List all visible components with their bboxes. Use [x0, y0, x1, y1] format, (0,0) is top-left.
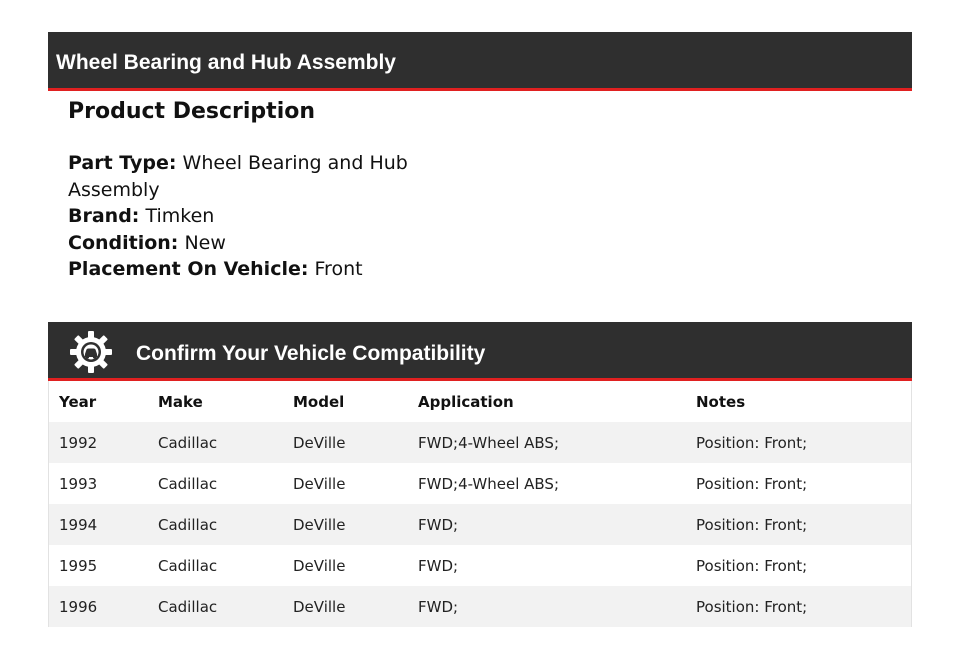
cell-model: DeVille	[283, 586, 408, 627]
table-row	[49, 504, 911, 545]
cell-application: FWD;4-Wheel ABS;	[408, 422, 686, 463]
spec-list	[68, 150, 408, 283]
cell-notes: Position: Front;	[686, 504, 911, 545]
compatibility-table	[48, 381, 912, 627]
spec-label: Placement On Vehicle:	[68, 258, 309, 280]
cell-year: 1995	[49, 545, 148, 586]
table-row	[49, 422, 911, 463]
cell-model: DeVille	[283, 504, 408, 545]
description-heading: Product Description	[68, 99, 316, 124]
compatibility-bar	[48, 322, 912, 381]
spec-placement	[68, 256, 408, 283]
cell-model: DeVille	[283, 463, 408, 504]
col-notes: Notes	[696, 392, 746, 411]
table-row	[49, 463, 911, 504]
cell-notes: Position: Front;	[686, 545, 911, 586]
cell-notes: Position: Front;	[686, 586, 911, 627]
cell-make: Cadillac	[148, 586, 283, 627]
cell-year: 1996	[49, 586, 148, 627]
cell-make: Cadillac	[148, 545, 283, 586]
table-row	[49, 545, 911, 586]
spec-brand	[68, 203, 408, 230]
cell-model: DeVille	[283, 545, 408, 586]
col-year: Year	[59, 392, 97, 411]
col-make: Make	[158, 392, 203, 411]
cell-year: 1993	[49, 463, 148, 504]
product-description	[68, 96, 408, 283]
spec-value: New	[184, 231, 226, 254]
product-title-bar	[48, 32, 912, 91]
cell-make: Cadillac	[148, 504, 283, 545]
spec-part-type	[68, 150, 408, 203]
compatibility-title: Confirm Your Vehicle Compatibility	[136, 342, 486, 365]
cell-make: Cadillac	[148, 463, 283, 504]
cell-application: FWD;	[408, 586, 686, 627]
col-model: Model	[293, 392, 345, 411]
spec-label: Brand:	[68, 205, 140, 227]
spec-label: Condition:	[68, 231, 179, 254]
cell-model: DeVille	[283, 422, 408, 463]
col-application: Application	[418, 392, 514, 411]
cell-application: FWD;	[408, 545, 686, 586]
spec-value: Wheel Bearing and Hub Assembly	[68, 152, 408, 201]
product-title: Wheel Bearing and Hub Assembly	[56, 51, 396, 74]
cell-application: FWD;	[408, 504, 686, 545]
cell-year: 1992	[49, 422, 148, 463]
table-row	[49, 586, 911, 627]
cell-year: 1994	[49, 504, 148, 545]
cell-application: FWD;4-Wheel ABS;	[408, 463, 686, 504]
cell-notes: Position: Front;	[686, 422, 911, 463]
table-header-row	[49, 381, 911, 422]
spec-condition	[68, 230, 408, 257]
spec-value: Timken	[145, 205, 215, 227]
spec-value: Front	[314, 258, 363, 280]
cell-make: Cadillac	[148, 422, 283, 463]
spec-label: Part Type:	[68, 152, 177, 174]
cell-notes: Position: Front;	[686, 463, 911, 504]
gear-car-icon	[69, 330, 113, 374]
